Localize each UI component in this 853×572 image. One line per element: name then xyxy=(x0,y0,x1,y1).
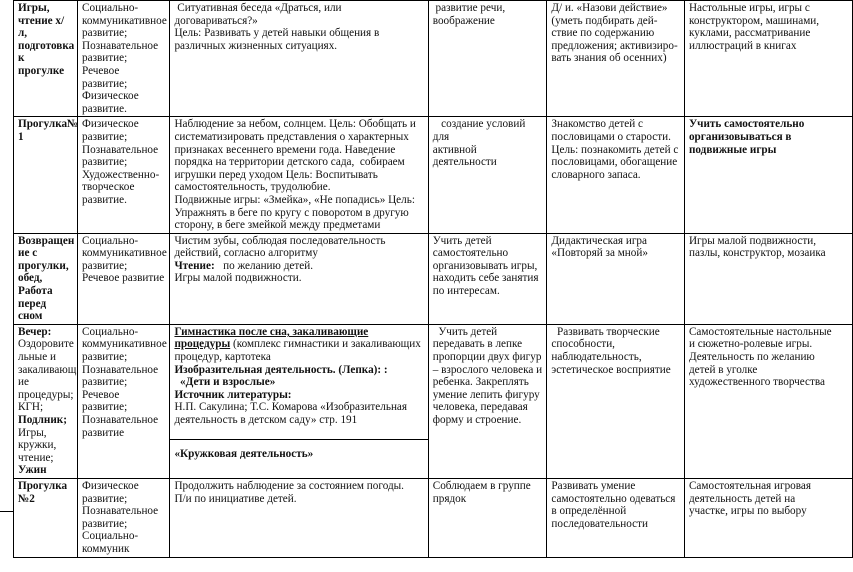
gym-title-tail: процедуры xyxy=(174,338,231,351)
independent-activity-cell xyxy=(684,233,852,324)
text-line: «Повторяй за мной» xyxy=(551,247,648,260)
environment-cell xyxy=(547,1,685,117)
text-line: Наблюдение за небом, солнцем. Цель: Обобщать и xyxy=(174,118,416,131)
text-line: Социально- xyxy=(82,325,139,338)
text-line: развитие. xyxy=(82,102,127,115)
text-line: деятельность детей на xyxy=(688,492,796,505)
text-line: Речевое развитие xyxy=(82,272,165,285)
text-line: пословицами, обогащение xyxy=(551,156,678,169)
text-line: словарного запаса. xyxy=(551,168,641,181)
text-line: процедуры; xyxy=(18,388,74,401)
reading-label: Чтение: xyxy=(174,259,215,272)
text-line: Познавательное xyxy=(82,143,159,156)
text-line: коммуникативное xyxy=(82,338,167,351)
text-line: ребенка. Закреплять xyxy=(432,376,529,389)
text-line: Социально- xyxy=(82,530,139,543)
text-line: игрушки перед уходом Цель: Воспитывать xyxy=(174,168,378,181)
text-line: Прогулка xyxy=(18,479,68,492)
environment-cell xyxy=(547,233,685,324)
text-line: Прогулка№ xyxy=(18,118,79,131)
club-activity-cell xyxy=(170,439,428,478)
text-line: Цель: познакомить детей с xyxy=(551,143,679,156)
text-line: Изобразительная деятельность. (Лепка): : xyxy=(174,363,388,376)
text-line: Оздоровите xyxy=(18,338,74,351)
text-line: художественного творчества xyxy=(688,376,825,389)
text-line: кружки, xyxy=(18,439,57,452)
text-line: форму и строение. xyxy=(432,414,522,426)
text-line: Д/ и. «Назови действие» xyxy=(551,2,668,14)
joint-activity-cell xyxy=(170,324,428,439)
text-line: в определённой xyxy=(551,505,627,518)
table-row xyxy=(14,1,853,117)
text-line: №2 xyxy=(18,492,35,505)
text-line: Игры, xyxy=(18,2,50,14)
text-line: Настольные игры, игры с xyxy=(688,2,810,14)
left-margin-column xyxy=(0,0,14,511)
text-line: чтение х/л, xyxy=(18,14,65,40)
text-line: человека, передавая xyxy=(432,401,528,414)
text-line: закаливающ xyxy=(18,363,77,376)
text-line: Продолжить наблюдение за состоянием погоды. xyxy=(174,479,404,492)
text-line: Учить самостоятельно xyxy=(688,118,805,131)
text-line: КГН; xyxy=(18,401,44,414)
text-line: передавать в лепке xyxy=(432,338,523,351)
text-line: систематизировать представления о характерных xyxy=(174,130,409,143)
text-line: Ситуативная беседа «Драться, или xyxy=(174,2,342,14)
areas-cell xyxy=(78,1,170,117)
text-line: участке, игры по выбору xyxy=(688,505,807,518)
text-line: иллюстраций в книгах xyxy=(688,39,797,52)
individual-work-cell xyxy=(428,233,547,324)
text-line: Самостоятельная игровая xyxy=(688,479,812,492)
text-line: по интересам. xyxy=(432,285,500,298)
text-line: развитие; xyxy=(82,259,128,272)
text-line: Цель: Развивать у детей навыки общения в xyxy=(174,27,380,40)
text-line: Работа xyxy=(18,285,53,298)
text-line: коммуникативное xyxy=(82,14,167,27)
text-line: Гимнастика после сна, закаливающие xyxy=(174,325,369,338)
text-line: развитие; xyxy=(82,27,128,40)
text-line: Чистим зубы, соблюдая последовательность xyxy=(174,234,386,247)
environment-cell xyxy=(547,117,685,233)
text-line: способности, xyxy=(551,338,615,351)
joint-activity-cell xyxy=(170,233,428,324)
text-line: Деятельность по желанию xyxy=(688,351,815,364)
table-row xyxy=(14,478,853,557)
text-line: различных жизненных ситуациях. xyxy=(174,39,338,52)
text-line: чтение; xyxy=(18,451,54,464)
reading-text: по желанию детей. xyxy=(214,259,313,272)
text-line: Подлник; xyxy=(18,414,67,426)
text-line: ие xyxy=(18,376,29,389)
text-line: Физическое xyxy=(82,118,139,131)
text-line: самостоятельность, трудолюбие. xyxy=(174,181,331,194)
text-line: Развивать умение xyxy=(551,479,636,492)
text-line: порядка на территории детского сада, собираем xyxy=(174,156,405,169)
table-row xyxy=(14,324,853,439)
text-line: подготовка xyxy=(18,39,75,52)
text-line: Источник литературы: xyxy=(174,388,292,401)
text-line: творческое xyxy=(82,181,135,194)
text-line: Знакомство детей с xyxy=(551,118,644,131)
text-line: Подвижные игры: «Змейка», «Не попадись» Цель: xyxy=(174,193,415,206)
text-line: развитие; xyxy=(82,52,128,65)
text-line: пословицами о старости. xyxy=(551,130,671,143)
text-line: Речевое развитие; xyxy=(82,64,128,90)
period-cell xyxy=(14,233,78,324)
text-line: Познавательное xyxy=(82,414,159,426)
text-line: прогулки, xyxy=(18,259,69,272)
text-line: развитие речи, xyxy=(432,2,506,14)
text-line: прядок xyxy=(432,492,467,505)
text-line: «Дети и взрослые» xyxy=(174,376,276,389)
text-line: коммуникативное xyxy=(82,247,167,260)
areas-cell xyxy=(78,324,170,478)
text-line: Художественно- xyxy=(82,168,160,181)
joint-activity-cell xyxy=(170,117,428,233)
text-line: сторону, в беге змейкой между предметами xyxy=(174,219,381,232)
environment-cell xyxy=(547,324,685,478)
text-line: Физическое xyxy=(82,90,139,103)
text-line: и сюжетно-ролевые игры. xyxy=(688,338,813,351)
text-line xyxy=(174,338,423,351)
environment-cell xyxy=(547,478,685,557)
text-line: Игры малой подвижности. xyxy=(174,272,302,285)
text-line: действий, согласно алгоритму xyxy=(174,247,318,260)
text-line: предложения; активизиро- xyxy=(551,39,678,52)
areas-cell xyxy=(78,478,170,557)
text-line: коммуник xyxy=(82,542,130,555)
areas-cell xyxy=(78,117,170,233)
joint-activity-cell xyxy=(170,1,428,117)
text-line: развитие; xyxy=(82,376,128,389)
text-line: Учить детей xyxy=(432,325,498,338)
text-line: Речевое развитие; xyxy=(82,388,128,414)
text-line: эстетическое восприятие xyxy=(551,363,671,376)
text-line: развитие; xyxy=(82,492,128,505)
text-line: Социально- xyxy=(82,2,139,14)
gym-description: (комплекс гимнастики и закаливающих xyxy=(230,338,421,351)
text-line: самостоятельно xyxy=(432,247,509,260)
text-line: детей в уголке xyxy=(688,363,758,376)
text-line: обед, xyxy=(18,272,43,285)
text-line: Самостоятельные настольные xyxy=(688,325,832,338)
text-line: умение лепить фигуру xyxy=(432,388,540,401)
text-line: «Кружковая деятельность» xyxy=(174,447,314,460)
text-line: Учить детей xyxy=(432,234,492,247)
areas-cell xyxy=(78,233,170,324)
text-line: к прогулке xyxy=(18,52,65,77)
text-line: Развивать творческие xyxy=(551,325,660,338)
independent-activity-cell xyxy=(684,478,852,557)
text-line: конструктором, машинами, xyxy=(688,14,820,27)
text-line: перед сном xyxy=(18,297,49,323)
text-line: куклами, рассматривание xyxy=(688,27,811,40)
text-line: находить себе занятия xyxy=(432,272,539,285)
text-line: (уметь подбирать дей- xyxy=(551,14,658,27)
text-line xyxy=(174,260,423,273)
text-line: деятельность в детском саду» стр. 191 xyxy=(174,414,358,426)
text-line: Игры, xyxy=(18,426,47,439)
independent-activity-cell xyxy=(684,117,852,233)
period-cell xyxy=(14,478,78,557)
text-line: Познавательное xyxy=(82,39,159,52)
text-line: Н.П. Сакулина; Т.С. Комарова «Изобразительная xyxy=(174,401,408,414)
text-line: Познавательное xyxy=(82,505,159,518)
table-row xyxy=(14,117,853,233)
text-line: последовательности xyxy=(551,517,648,530)
text-line: самостоятельно одеваться xyxy=(551,492,676,505)
text-line: Дидактическая игра xyxy=(551,234,647,247)
text-line: развитие; xyxy=(82,517,128,530)
joint-activity-cell xyxy=(170,478,428,557)
daily-plan-table xyxy=(13,0,853,558)
text-line: вать знания об осенних) xyxy=(551,52,667,65)
text-line: 1 xyxy=(18,130,24,143)
text-line: признаках весеннего времени года. Наведение xyxy=(174,143,396,156)
text-line: – взрослого человека и xyxy=(432,363,543,376)
text-line: Игры малой подвижности, xyxy=(688,234,817,247)
period-cell xyxy=(14,117,78,233)
text-line: Познавательное xyxy=(82,363,159,376)
text-line: процедур, картотека xyxy=(174,351,271,364)
table-row xyxy=(14,233,853,324)
individual-work-cell xyxy=(428,478,547,557)
individual-work-cell xyxy=(428,1,547,117)
text-line: наблюдательность, xyxy=(551,351,642,364)
text-line: развитие; xyxy=(82,156,128,169)
text-line: ствие по содержанию xyxy=(551,27,655,40)
text-line: подвижные игры xyxy=(688,143,777,156)
text-line: развитие xyxy=(82,426,125,439)
period-cell xyxy=(14,1,78,117)
text-line: создание условий для xyxy=(432,118,529,143)
text-line: Вечер: xyxy=(18,325,52,338)
text-line: Ужин xyxy=(18,464,47,477)
text-line: организовываться в xyxy=(688,130,792,143)
text-line: воображение xyxy=(432,14,495,27)
text-line: Соблюдаем в группе xyxy=(432,479,531,492)
text-line: П/и по инициативе детей. xyxy=(174,492,297,505)
text-line: пазлы, конструктор, мозаика xyxy=(688,247,826,260)
text-line: ие с xyxy=(18,247,38,260)
period-cell xyxy=(14,324,78,478)
text-line: развитие. xyxy=(82,193,127,206)
text-line: развитие; xyxy=(82,351,128,364)
text-line: активной деятельности xyxy=(432,143,497,169)
text-line: Возвращен xyxy=(18,234,75,247)
independent-activity-cell xyxy=(684,1,852,117)
text-line: пропорции двух фигур xyxy=(432,351,542,364)
text-line: Социально- xyxy=(82,234,139,247)
individual-work-cell xyxy=(428,324,547,478)
text-line: льные и xyxy=(18,351,56,364)
text-line: организовывать игры, xyxy=(432,259,538,272)
text-line: Физическое xyxy=(82,479,139,492)
text-line: Упражнять в беге по кругу с поворотом в другую xyxy=(174,206,409,219)
text-line: развитие; xyxy=(82,130,128,143)
individual-work-cell xyxy=(428,117,547,233)
independent-activity-cell xyxy=(684,324,852,478)
text-line: договариваться?» xyxy=(174,14,258,27)
